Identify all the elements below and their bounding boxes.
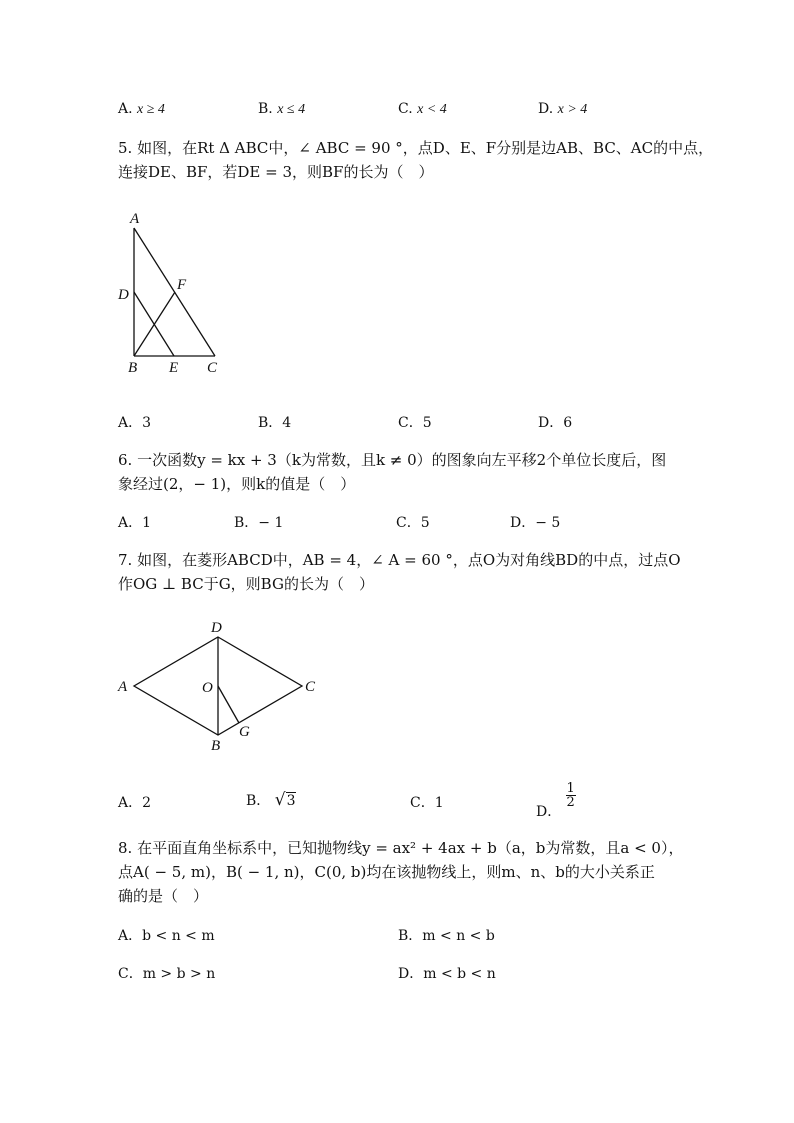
q5-option-a: A．3 <box>118 415 152 431</box>
q5-option-b: B．4 <box>258 415 292 431</box>
q7-label-o: O <box>202 680 213 696</box>
q5-stem-line2: 连接DE、BF，若DE = 3，则BF的长为（ ） <box>118 163 434 181</box>
q5-label-c: C <box>207 360 218 376</box>
q8-stem-line3: 确的是（ ） <box>118 887 209 905</box>
q5-label-f: F <box>177 277 187 293</box>
q8-stem-line1: 8. 在平面直角坐标系中，已知抛物线y = ax² + 4ax + b（a，b为常数，且a < 0）， <box>118 839 684 857</box>
q4-option-c: C. x < 4 <box>398 101 447 117</box>
q5-option-c: C．5 <box>398 415 432 431</box>
q6-option-b: B．− 1 <box>234 515 284 531</box>
q5-label-e: E <box>169 360 179 376</box>
q7-option-b: B． √3 <box>246 790 296 810</box>
q4-option-d: D. x > 4 <box>538 101 588 117</box>
q6-stem-line1: 6. 一次函数y = kx + 3（k为常数，且k ≠ 0）的图象向左平移2个单位长度后，图 <box>118 451 667 469</box>
q8-stem-line2: 点A( − 5, m)，B( − 1, n)，C(0, b)均在该抛物线上，则m、n、b的大小关系正 <box>118 863 655 881</box>
q7-label-a: A <box>118 679 128 695</box>
q7-label-d: D <box>211 620 222 636</box>
q7-option-d: D． $\frac{1}{2}$ <box>536 781 575 820</box>
q5-stem-line1: 5. 如图，在Rt Δ ABC中，∠ ABC = 90 °，点D、E、F分别是边AB、BC、AC的中点， <box>118 139 714 157</box>
q7-option-c: C．1 <box>410 795 444 811</box>
q8-option-d: D．m < b < n <box>398 966 496 982</box>
q4-option-a: A. x ≥ 4 <box>118 101 165 117</box>
q5-label-b: B <box>128 360 138 376</box>
q6-option-d: D．− 5 <box>510 515 561 531</box>
q5-option-d: D．6 <box>538 415 573 431</box>
q6-option-c: C．5 <box>396 515 430 531</box>
q7-label-b: B <box>211 738 221 754</box>
q8-option-b: B．m < n < b <box>398 928 495 944</box>
q5-label-a: A <box>130 211 140 227</box>
q8-option-a: A．b < n < m <box>118 928 215 944</box>
sqrt-symbol: √3 <box>274 790 296 810</box>
fraction-one-half: $\frac{1}{2}$ <box>566 781 575 810</box>
q6-stem-line2: 象经过(2，− 1)，则k的值是（ ） <box>118 475 356 493</box>
q7-stem-line1: 7. 如图，在菱形ABCD中，AB = 4，∠ A = 60 °，点O为对角线BD的中点，过点O <box>118 551 681 569</box>
q6-option-a: A．1 <box>118 515 152 531</box>
q5-label-d: D <box>118 287 129 303</box>
q4-option-b: B. x ≤ 4 <box>258 101 306 117</box>
q7-label-c: C <box>305 679 316 695</box>
q7-stem-line2: 作OG ⊥ BC于G，则BG的长为（ ） <box>118 575 374 593</box>
q8-option-c: C．m > b > n <box>118 966 216 982</box>
q7-option-a: A．2 <box>118 795 152 811</box>
q7-label-g: G <box>239 724 250 740</box>
